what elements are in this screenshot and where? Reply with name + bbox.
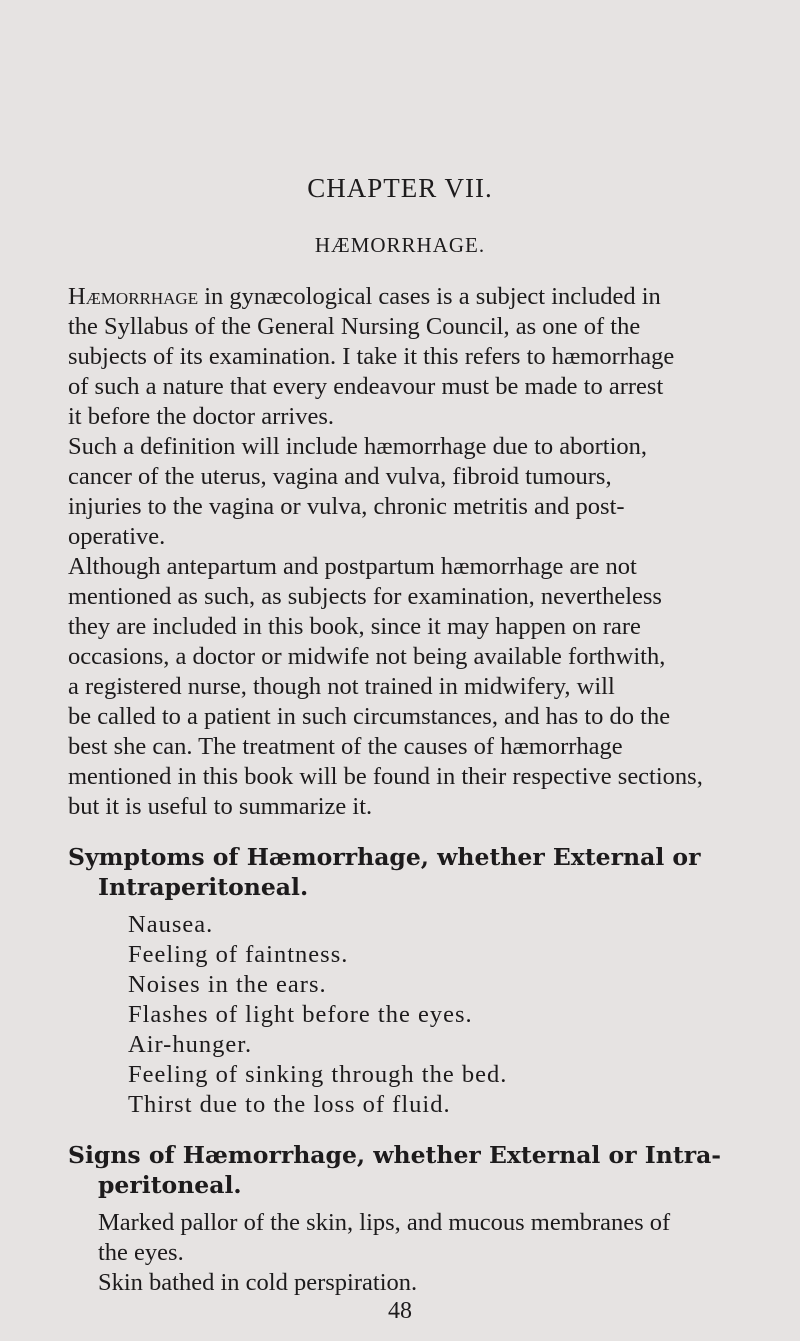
paragraph-line: mentioned in this book will be found in their respective sections, <box>68 763 703 790</box>
paragraph-line <box>68 282 661 312</box>
chapter-title: HÆMORRHAGE. <box>314 233 486 257</box>
symptom-item: Feeling of faintness. <box>128 941 349 968</box>
paragraph-line: Such a definition will include hæmorrhage due to abortion, <box>68 433 648 460</box>
symptom-item: Noises in the ears. <box>128 971 327 998</box>
page-number: 48 <box>388 1298 412 1324</box>
symptom-item: Nausea. <box>128 911 214 938</box>
symptom-item: Feeling of sinking through the bed. <box>128 1061 508 1088</box>
paragraph-line: best she can. The treatment of the causes of hæmorrhage <box>68 733 623 760</box>
sign-item: Marked pallor of the skin, lips, and mucous membranes of <box>98 1209 671 1236</box>
paragraph-line: but it is useful to summarize it. <box>68 793 373 820</box>
sign-item: Skin bathed in cold perspiration. <box>98 1269 418 1296</box>
paragraph-line: occasions, a doctor or midwife not being available forthwith, <box>68 643 666 670</box>
small-caps-lead: Hæmorrhage <box>68 283 199 310</box>
paragraph-line: they are included in this book, since it may happen on rare <box>68 613 641 640</box>
symptom-item: Flashes of light before the eyes. <box>128 1001 473 1028</box>
paragraph-line: subjects of its examination. I take it this refers to hæmorrhage <box>68 343 675 370</box>
paragraph-line: Although antepartum and postpartum hæmorrhage are not <box>68 553 637 580</box>
paragraph-line: it before the doctor arrives. <box>68 403 334 430</box>
symptoms-heading: Symptoms of Hæmorrhage, whether External or <box>68 843 701 871</box>
paragraph-line: injuries to the vagina or vulva, chronic metritis and post- <box>68 493 625 520</box>
paragraph-line: a registered nurse, though not trained in midwifery, will <box>68 673 615 700</box>
signs-heading: peritoneal. <box>98 1171 242 1199</box>
symptoms-heading: Intraperitoneal. <box>98 873 309 901</box>
paragraph-line-text: in gynæcological cases is a subject included in <box>198 283 661 310</box>
paragraph-line: cancer of the uterus, vagina and vulva, fibroid tumours, <box>68 463 612 490</box>
paragraph-line: be called to a patient in such circumstances, and has to do the <box>68 703 671 730</box>
sign-item: the eyes. <box>98 1239 184 1266</box>
symptom-item: Thirst due to the loss of fluid. <box>128 1091 451 1118</box>
paragraph-line: of such a nature that every endeavour must be made to arrest <box>68 373 664 400</box>
signs-heading: Signs of Hæmorrhage, whether External or Intra- <box>68 1141 722 1169</box>
paragraph-line: mentioned as such, as subjects for examination, nevertheless <box>68 583 662 610</box>
chapter-heading: CHAPTER VII. <box>307 173 493 203</box>
paragraph-line: operative. <box>68 523 166 550</box>
symptom-item: Air-hunger. <box>128 1031 253 1058</box>
paragraph-line: the Syllabus of the General Nursing Council, as one of the <box>68 313 641 340</box>
